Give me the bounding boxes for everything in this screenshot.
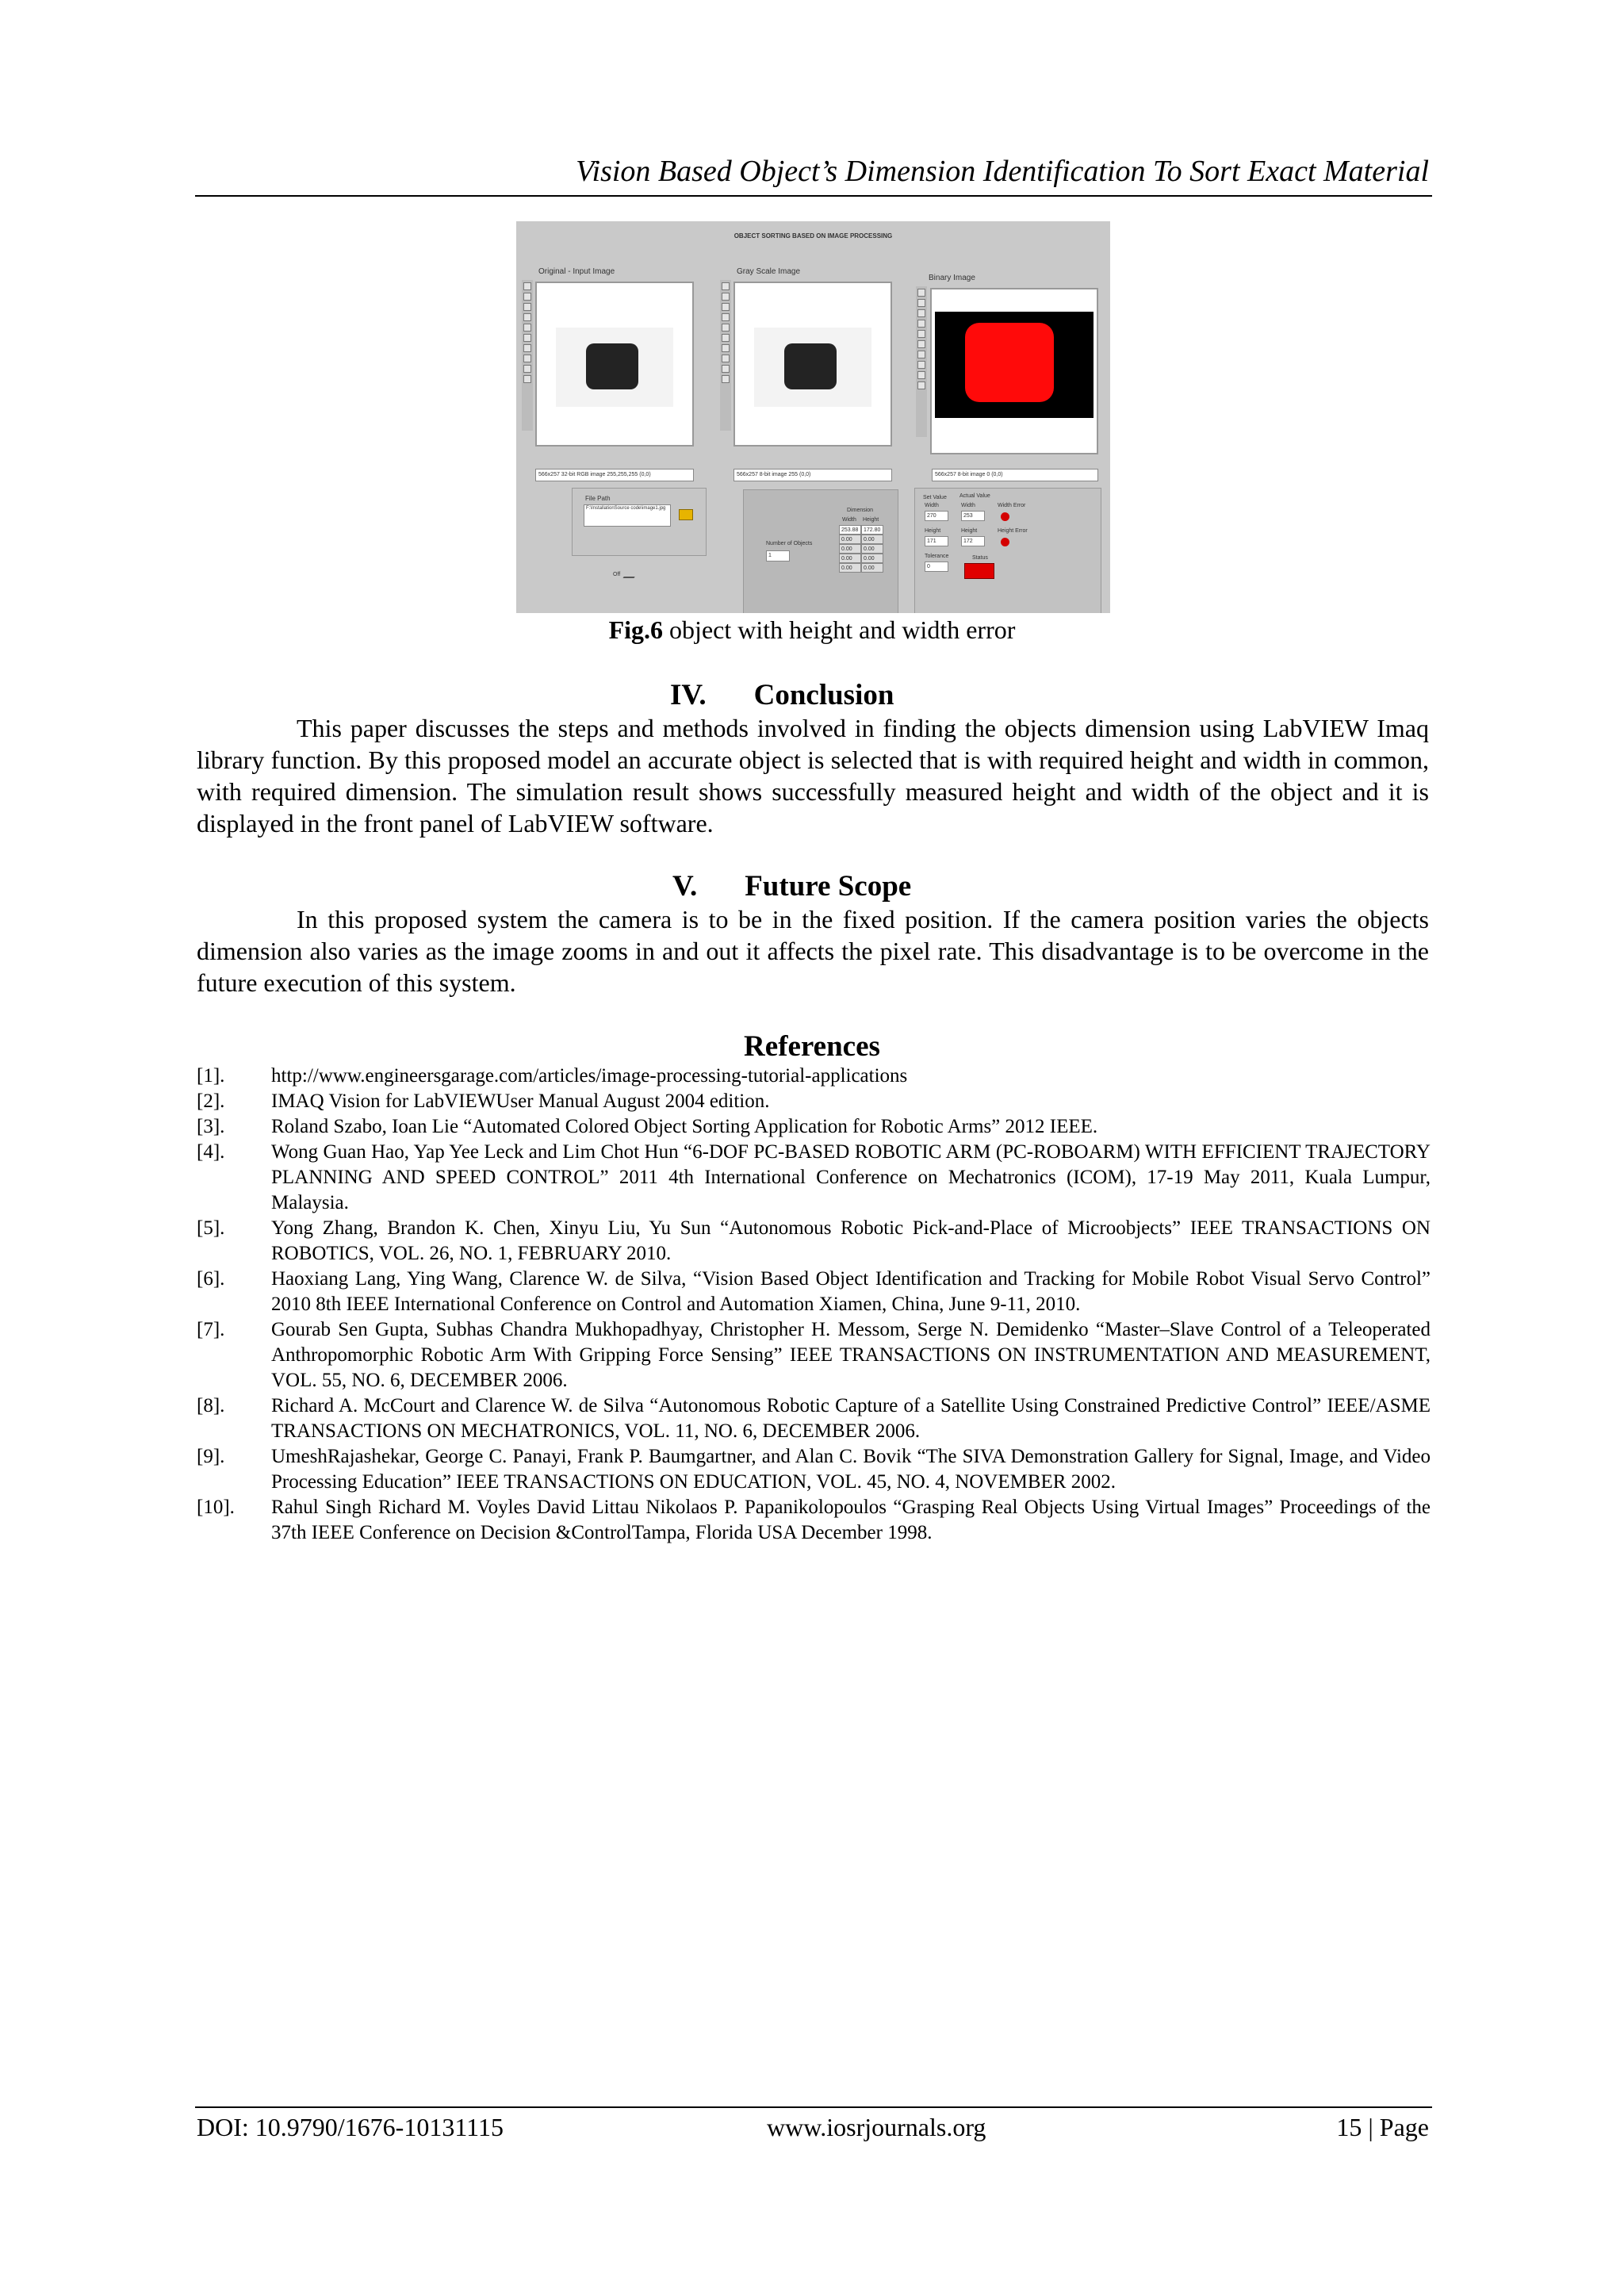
point-tool-icon[interactable] xyxy=(523,313,531,321)
pointer-tool-icon[interactable] xyxy=(722,293,730,301)
binary-image-display[interactable] xyxy=(930,288,1098,454)
dimension-cell: 0.00 xyxy=(839,554,861,563)
dimension-cell: 0.00 xyxy=(861,554,883,563)
reference-item xyxy=(197,1216,1431,1267)
reference-text: Roland Szabo, Ioan Lie “Automated Colored Object Sorting Application for Robotic Arms” 2012 IEEE. xyxy=(271,1116,1098,1137)
point-tool-icon[interactable] xyxy=(917,320,925,328)
dimension-cell: 0.00 xyxy=(839,535,861,544)
dimension-table xyxy=(839,525,883,573)
dimension-row xyxy=(839,544,883,554)
reference-text: Rahul Singh Richard M. Voyles David Littau Nikolaos P. Papanikolopoulos “Grasping Real Objects Using Virtual Images” Proceedings of the 37th IEEE Conference on Decision &ControlTampa, Florida USA December 1998. xyxy=(271,1497,1431,1543)
rectangle-tool-icon[interactable] xyxy=(917,340,925,348)
polygon-tool-icon[interactable] xyxy=(917,361,925,369)
set-height-label: Height xyxy=(925,528,941,534)
point-tool-icon[interactable] xyxy=(722,313,730,321)
browse-folder-icon[interactable] xyxy=(679,509,693,520)
reference-item xyxy=(197,1495,1431,1546)
pointer-tool-icon[interactable] xyxy=(917,299,925,307)
reference-text[interactable]: http://www.engineersgarage.com/articles/image-processing-tutorial-applications xyxy=(271,1065,908,1087)
file-path-input[interactable]: F:\InstallationSource code\image1.jpg xyxy=(584,504,671,527)
pan-tool-icon[interactable] xyxy=(523,303,531,311)
dimension-cell: 0.00 xyxy=(839,563,861,573)
number-of-objects-label: Number of Objects xyxy=(766,541,813,546)
line-tool-icon[interactable] xyxy=(523,324,531,332)
image-toolbar-binary[interactable] xyxy=(916,286,927,437)
figure-caption xyxy=(0,615,1624,645)
oval-tool-icon[interactable] xyxy=(917,351,925,358)
future-scope-paragraph: In this proposed system the camera is to be in the fixed position. If the camera position varies the objects dimension also varies as the image zooms in and out it affects the pixel rate. This disadvantage is to be overcome in the future execution of this system. xyxy=(197,905,1429,997)
actual-width-value: 253 xyxy=(961,511,985,521)
tolerance-input[interactable]: 0 xyxy=(925,562,948,572)
height-error-led xyxy=(1001,538,1009,546)
reference-text: Richard A. McCourt and Clarence W. de Silva “Autonomous Robotic Capture of a Satellite Using Constrained Predictive Control” IEEE/ASME TRANSACTIONS ON MECHATRONICS, VOL. 11, NO. 6, DECEMBER 2006. xyxy=(271,1395,1431,1442)
zoom-tool-icon[interactable] xyxy=(722,282,730,290)
switch-off-label: Off xyxy=(613,572,621,577)
annulus-tool-icon[interactable] xyxy=(523,375,531,383)
annulus-tool-icon[interactable] xyxy=(917,381,925,389)
actual-height-value: 172 xyxy=(961,536,985,546)
reference-item xyxy=(197,1089,1431,1114)
width-error-led xyxy=(1001,512,1009,521)
reference-number: [10]. xyxy=(197,1497,235,1518)
pan-tool-icon[interactable] xyxy=(722,303,730,311)
reference-item xyxy=(197,1114,1431,1140)
reference-number: [5]. xyxy=(197,1217,225,1239)
footer-site-link[interactable]: www.iosrjournals.org xyxy=(767,2113,986,2141)
pan-tool-icon[interactable] xyxy=(917,309,925,317)
set-values-panel xyxy=(914,488,1101,613)
original-image-info: 566x257 32-bit RGB image 255,255,255 (0,0) xyxy=(535,469,694,481)
file-path-label: File Path xyxy=(585,495,611,502)
section-heading-future-scope xyxy=(672,869,911,903)
oval-tool-icon[interactable] xyxy=(523,344,531,352)
reference-number: [4]. xyxy=(197,1141,225,1163)
section-title: Conclusion xyxy=(753,679,894,711)
annulus-tool-icon[interactable] xyxy=(722,375,730,383)
image-toolbar-gray[interactable] xyxy=(720,280,731,431)
reference-number: [9]. xyxy=(197,1446,225,1467)
actual-width-label: Width xyxy=(961,503,975,508)
polygon-tool-icon[interactable] xyxy=(523,355,531,362)
toggle-switch-icon[interactable] xyxy=(623,569,640,578)
section-heading-conclusion xyxy=(670,678,894,712)
freehand-tool-icon[interactable] xyxy=(917,371,925,379)
reference-text: IMAQ Vision for LabVIEWUser Manual August 2004 edition. xyxy=(271,1091,770,1112)
dimension-row xyxy=(839,525,883,535)
conclusion-paragraph: This paper discusses the steps and methods involved in finding the objects dimension using LabVIEW Imaq library function. By this proposed model an accurate object is selected that is with required height and width in common, with required dimension. The simulation result shows successfully measured height and width of the object and it is displayed in the front panel of LabVIEW software. xyxy=(197,714,1429,838)
reference-list xyxy=(197,1064,1431,1546)
reference-item xyxy=(197,1444,1431,1495)
dimension-cell: 0.00 xyxy=(861,544,883,554)
reference-item xyxy=(197,1267,1431,1317)
reference-item xyxy=(197,1064,1431,1089)
tolerance-label: Tolerance xyxy=(925,554,949,559)
line-tool-icon[interactable] xyxy=(722,324,730,332)
figure-caption-label: Fig.6 xyxy=(608,615,664,644)
rectangle-tool-icon[interactable] xyxy=(523,334,531,342)
reference-number: [1]. xyxy=(197,1065,225,1087)
width-error-label: Width Error xyxy=(998,503,1026,508)
number-of-objects-value: 1 xyxy=(766,550,790,562)
dimension-label: Dimension xyxy=(847,508,874,513)
page-footer xyxy=(195,2106,1432,2156)
references-heading: References xyxy=(744,1030,880,1063)
pane-label-original: Original - Input Image xyxy=(538,267,615,276)
section-number: IV. xyxy=(670,679,707,711)
actual-height-label: Height xyxy=(961,528,978,534)
binary-object-blob xyxy=(965,323,1054,402)
rectangle-tool-icon[interactable] xyxy=(722,334,730,342)
reference-number: [2]. xyxy=(197,1091,225,1112)
polygon-tool-icon[interactable] xyxy=(722,355,730,362)
reference-number: [7]. xyxy=(197,1319,225,1340)
dimension-cell: 253.88 xyxy=(839,525,861,535)
file-path-panel xyxy=(572,488,707,556)
dimension-row xyxy=(839,535,883,544)
section-title: Future Scope xyxy=(745,870,912,903)
line-tool-icon[interactable] xyxy=(917,330,925,338)
footer-doi: DOI: 10.9790/1676-10131115 xyxy=(197,2113,504,2141)
original-image-display[interactable] xyxy=(535,282,694,447)
gray-image-display[interactable] xyxy=(733,282,892,447)
reference-item xyxy=(197,1317,1431,1393)
running-header xyxy=(195,151,1432,197)
freehand-tool-icon[interactable] xyxy=(523,365,531,373)
dimension-col-width: Width xyxy=(842,517,856,523)
set-width-label: Width xyxy=(925,503,939,508)
status-label: Status xyxy=(972,555,988,561)
freehand-tool-icon[interactable] xyxy=(722,365,730,373)
reference-number: [3]. xyxy=(197,1116,225,1137)
section-number: V. xyxy=(672,870,698,903)
dimension-cell: 0.00 xyxy=(861,535,883,544)
measurement-panel xyxy=(743,489,898,613)
zoom-tool-icon[interactable] xyxy=(523,282,531,290)
reference-text: Wong Guan Hao, Yap Yee Leck and Lim Chot Hun “6-DOF PC-BASED ROBOTIC ARM (PC-ROBOARM) WITH EFFICIENT TRAJECTORY PLANNING AND SPEED CONTROL” 2011 4th International Conference on Mechatronics (ICOM), 17-19 May 2011, Kuala Lumpur, Malaysia. xyxy=(271,1141,1431,1213)
object-camera-gray xyxy=(784,343,837,389)
zoom-tool-icon[interactable] xyxy=(917,289,925,297)
running-title: Vision Based Object’s Dimension Identification To Sort Exact Material xyxy=(576,155,1429,188)
height-error-label: Height Error xyxy=(998,528,1028,534)
reference-text: UmeshRajashekar, George C. Panayi, Frank P. Baumgartner, and Alan C. Bovik “The SIVA Demonstration Gallery for Signal, Image, and Video Processing Education” IEEE TRANSACTIONS ON EDUCATION, VOL. 45, NO. 4, NOVEMBER 2002. xyxy=(271,1446,1431,1493)
pane-label-binary: Binary Image xyxy=(929,274,975,282)
reference-text: Haoxiang Lang, Ying Wang, Clarence W. de Silva, “Vision Based Object Identification and Tracking for Mobile Robot Visual Servo Control” 2010 8th IEEE International Conference on Control and Automation Xiamen, China, June 9-11, 2010. xyxy=(271,1268,1431,1315)
dimension-cell: 0.00 xyxy=(861,563,883,573)
pointer-tool-icon[interactable] xyxy=(523,293,531,301)
dimension-cell: 0.00 xyxy=(839,544,861,554)
dimension-row xyxy=(839,554,883,563)
image-toolbar-original[interactable] xyxy=(522,280,533,431)
oval-tool-icon[interactable] xyxy=(722,344,730,352)
reference-item xyxy=(197,1393,1431,1444)
object-camera-original xyxy=(586,343,638,389)
reference-text: Gourab Sen Gupta, Subhas Chandra Mukhopadhyay, Christopher H. Messom, Serge N. Demidenko “Master–Slave Control of a Teleoperated Anthropomorphic Robotic Arm With Gripping Force Sensing” IEEE TRANSACTIONS ON INSTRUMENTATION AND MEASUREMENT, VOL. 55, NO. 6, DECEMBER 2006. xyxy=(271,1319,1431,1391)
status-indicator xyxy=(964,563,994,579)
dimension-cell: 172.80 xyxy=(861,525,883,535)
set-value-label: Set Value xyxy=(923,495,947,500)
dimension-col-height: Height xyxy=(863,517,879,523)
reference-number: [6]. xyxy=(197,1268,225,1290)
binary-image-info: 566x257 8-bit image 0 (0,0) xyxy=(932,469,1098,481)
pane-label-gray: Gray Scale Image xyxy=(737,267,801,276)
dimension-row xyxy=(839,563,883,573)
figure-caption-text: object with height and width error xyxy=(663,615,1016,644)
set-height-input[interactable]: 171 xyxy=(925,536,948,546)
panel-window-title: OBJECT SORTING BASED ON IMAGE PROCESSING xyxy=(733,232,893,240)
footer-page-number: 15 | Page xyxy=(1336,2113,1429,2141)
figure-labview-panel xyxy=(516,221,1110,613)
reference-text: Yong Zhang, Brandon K. Chen, Xinyu Liu, Yu Sun “Autonomous Robotic Pick-and-Place of Microobjects” IEEE TRANSACTIONS ON ROBOTICS, VOL. 26, NO. 1, FEBRUARY 2010. xyxy=(271,1217,1431,1264)
reference-number: [8]. xyxy=(197,1395,225,1416)
gray-image-info: 566x257 8-bit image 255 (0,0) xyxy=(733,469,892,481)
actual-value-label: Actual Value xyxy=(959,493,990,499)
reference-item xyxy=(197,1140,1431,1216)
set-width-input[interactable]: 270 xyxy=(925,511,948,521)
